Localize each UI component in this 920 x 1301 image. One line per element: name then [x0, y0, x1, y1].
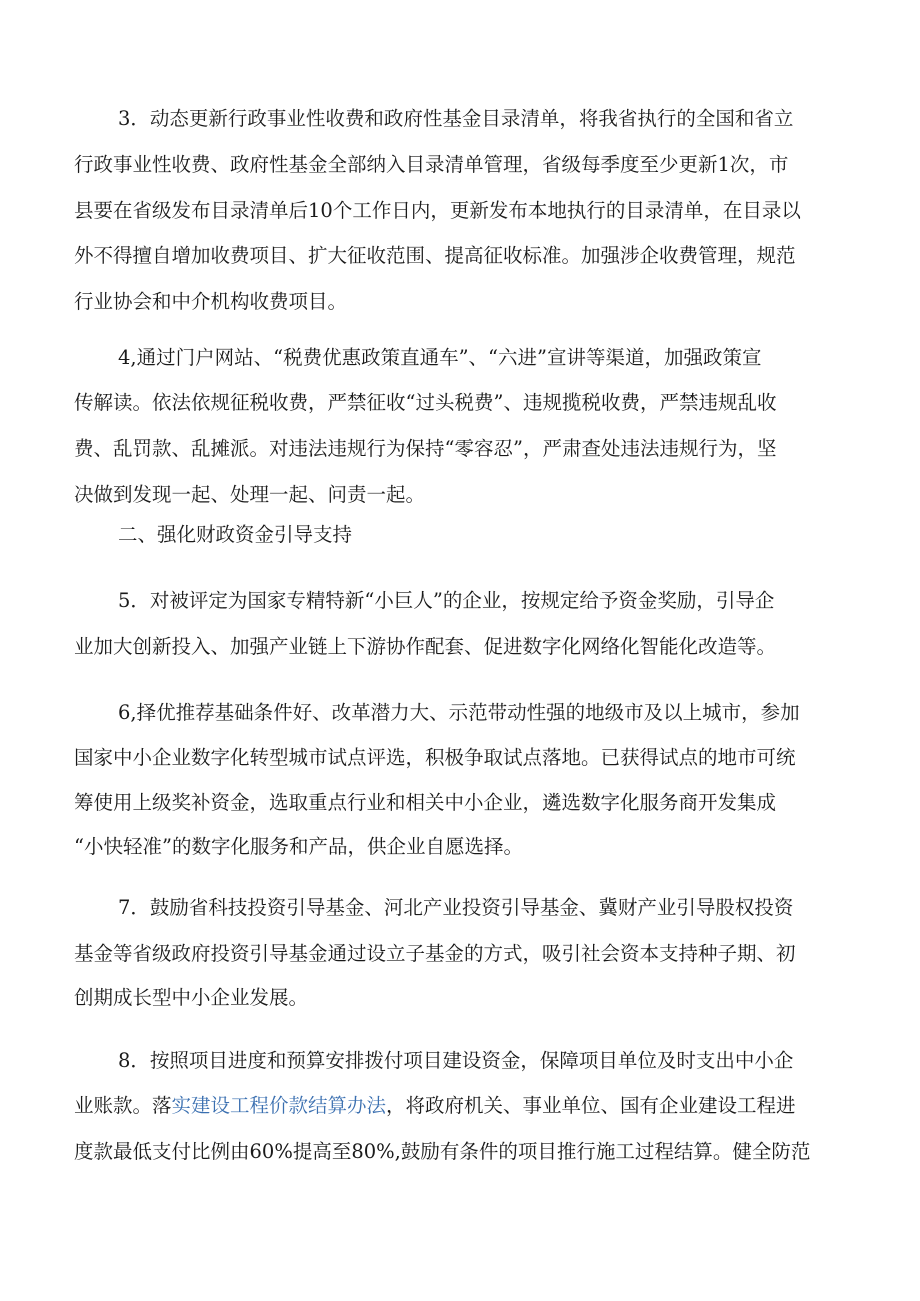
paragraph-3-line-1: 3．动态更新行政事业性收费和政府性基金目录清单，将我省执行的全国和省立 [118, 107, 794, 130]
paragraph-6-line-3: 筹使用上级奖补资金，选取重点行业和相关中小企业，遴选数字化服务商开发集成 [74, 791, 777, 814]
paragraph-8-line-2-start: 业账款。落 [74, 1094, 172, 1117]
section-heading: 二、强化财政资金引导支持 [118, 523, 353, 546]
paragraph-8-line-3: 度款最低支付比例由60%提高至80%,鼓励有条件的项目推行施工过程结算。健全防范 [74, 1140, 811, 1163]
paragraph-4-line-4: 决做到发现一起、处理一起、问责一起。 [74, 483, 426, 506]
paragraph-3-line-2: 行政事业性收费、政府性基金全部纳入目录清单管理，省级每季度至少更新1次，市 [74, 153, 789, 176]
paragraph-4-line-3: 费、乱罚款、乱摊派。对违法违规行为保持“零容忍”，严肃查处违法违规行为，坚 [74, 437, 777, 460]
paragraph-4-line-1: 4,通过门户网站、“税费优惠政策直通车”、“六进”宣讲等渠道，加强政策宣 [118, 346, 762, 369]
paragraph-7-line-3: 创期成长型中小企业发展。 [74, 986, 309, 1009]
paragraph-7-line-2: 基金等省级政府投资引导基金通过设立子基金的方式，吸引社会资本支持种子期、初 [74, 942, 796, 965]
settlement-measures-link[interactable]: 实建设工程价款结算办法 [171, 1094, 387, 1117]
paragraph-6-line-4: “小快轻准”的数字化服务和产品，供企业自愿选择。 [74, 835, 523, 858]
paragraph-5-line-1: 5．对被评定为国家专精特新“小巨人”的企业，按规定给予资金奖励，引导企 [118, 589, 775, 612]
paragraph-5-line-2: 业加大创新投入、加强产业链上下游协作配套、促进数字化网络化智能化改造等。 [74, 635, 777, 658]
paragraph-8-line-2-end: ，将政府机关、事业单位、国有企业建设工程进 [386, 1094, 796, 1117]
paragraph-8-line-2 [74, 1093, 796, 1119]
paragraph-8-line-1: 8．按照项目进度和预算安排拨付项目建设资金，保障项目单位及时支出中小企 [118, 1049, 794, 1072]
paragraph-4-line-2: 传解读。依法依规征税收费，严禁征收“过头税费”、违规揽税收费，严禁违规乱收 [74, 391, 777, 414]
paragraph-3-line-4: 外不得擅自增加收费项目、扩大征收范围、提高征收标准。加强涉企收费管理，规范 [74, 244, 796, 267]
paragraph-6-line-2: 国家中小企业数字化转型城市试点评选，积极争取试点落地。已获得试点的地市可统 [74, 746, 796, 769]
paragraph-3-line-3: 县要在省级发布目录清单后10个工作日内，更新发布本地执行的目录清单，在目录以 [74, 199, 801, 222]
paragraph-7-line-1: 7．鼓励省科技投资引导基金、河北产业投资引导基金、冀财产业引导股权投资 [118, 896, 794, 919]
paragraph-6-line-1: 6,择优推荐基础条件好、改革潜力大、示范带动性强的地级市及以上城市，参加 [118, 701, 800, 724]
paragraph-3-line-5: 行业协会和中介机构收费项目。 [74, 290, 348, 313]
